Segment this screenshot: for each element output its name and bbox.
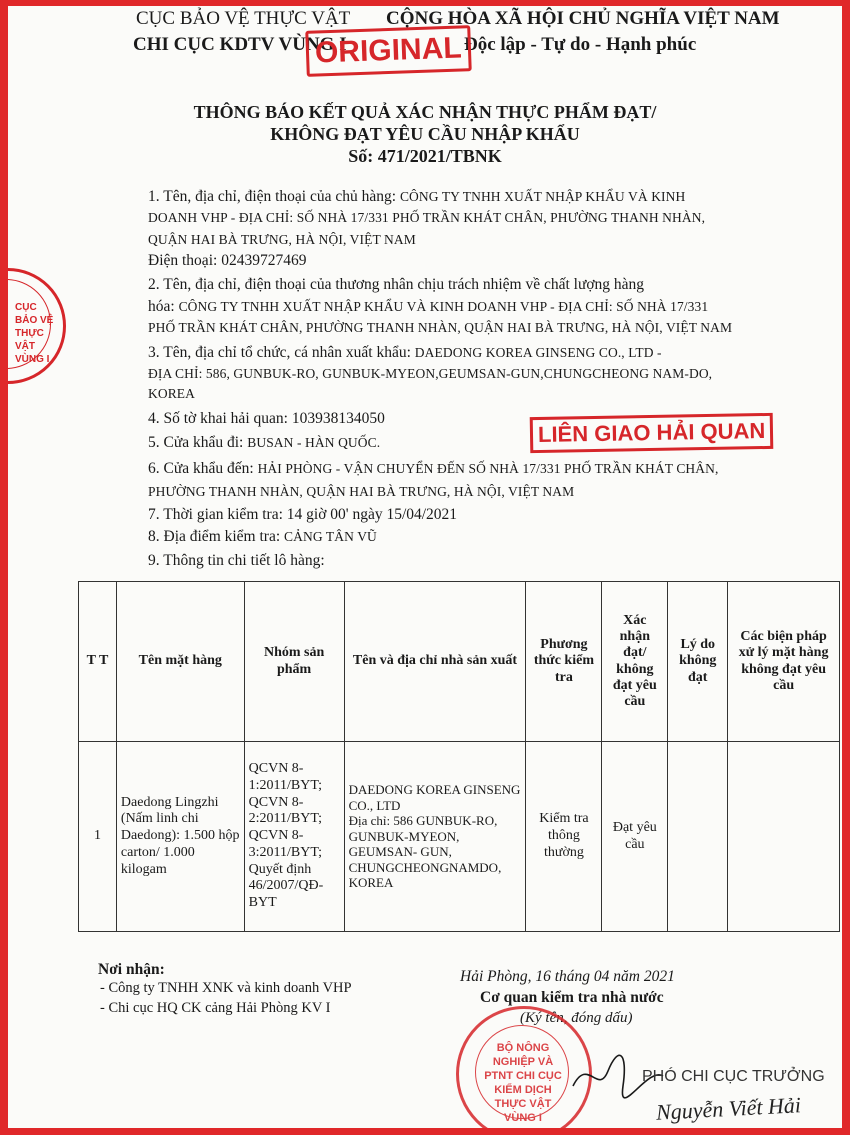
item3-line2: ĐỊA CHỈ: 586, GUNBUK-RO, GUNBUK-MYEON,GEUMSAN-GUN,CHUNGCHEONG NAM-DO, bbox=[148, 366, 713, 381]
left-seal-text: CỤC BẢO VỆ THỰC VẬT VÙNG I bbox=[15, 302, 54, 365]
motto: Độc lập - Tự do - Hạnh phúc bbox=[464, 34, 697, 55]
republic-title: CỘNG HÒA XÃ HỘI CHỦ NGHĨA VIỆT NAM bbox=[386, 8, 780, 29]
item1-line3: QUẬN HAI BÀ TRƯNG, HÀ NỘI, VIỆT NAM bbox=[148, 232, 416, 247]
cell-name: Daedong Lingzhi (Nấm linh chi Daedong): 1.500 hộp carton/ 1.000 kilogam bbox=[116, 742, 244, 932]
signer-position: PHÓ CHI CỤC TRƯỞNG bbox=[642, 1068, 825, 1085]
item2: 2. Tên, địa chỉ, điện thoại của thương nhân chịu trách nhiệm về chất lượng hàng bbox=[148, 276, 645, 293]
customs-stamp: LIÊN GIAO HẢI QUAN bbox=[530, 413, 774, 453]
recipients-title: Nơi nhận: bbox=[98, 961, 165, 978]
phone-value: 02439727469 bbox=[221, 252, 307, 269]
col-confirm: Xác nhận đạt/ không đạt yêu cầu bbox=[602, 582, 668, 742]
round-seal-text: BỘ NÔNG NGHIỆP VÀ PTNT CHI CỤC KIỂM DỊCH THỰC VẬT VÙNG I bbox=[484, 1042, 562, 1124]
item5: 5. Cửa khẩu đi: BUSAN - HÀN QUỐC. bbox=[148, 434, 381, 451]
cell-group: QCVN 8-1:2011/BYT; QCVN 8-2:2011/BYT; QCVN 8-3:2011/BYT; Quyết định 46/2007/QĐ-BYT bbox=[244, 742, 344, 932]
cell-reason bbox=[668, 742, 728, 932]
document-number: Số: 471/2021/TBNK bbox=[348, 146, 502, 166]
cell-measures bbox=[728, 742, 840, 932]
original-stamp: ORIGINAL bbox=[305, 25, 471, 77]
item6-line2: PHƯỜNG THANH NHÀN, QUẬN HAI BÀ TRƯNG, HÀ NỘI, VIỆT NAM bbox=[148, 484, 575, 499]
maker-address: Địa chỉ: 586 GUNBUK-RO, GUNBUK-MYEON, GEUMSAN- GUN, CHUNGCHEONGNAMDO, KOREA bbox=[348, 813, 502, 891]
cell-maker bbox=[344, 742, 526, 932]
sign-note: (Ký tên, đóng dấu) bbox=[520, 1010, 633, 1026]
left-seal bbox=[8, 268, 66, 384]
title-line1: THÔNG BÁO KẾT QUẢ XÁC NHẬN THỰC PHẨM ĐẠT/ bbox=[193, 102, 657, 122]
item2-line2: hóa: CÔNG TY TNHH XUẤT NHẬP KHẨU VÀ KINH DOANH VHP - ĐỊA CHỈ: SỐ NHÀ 17/331 bbox=[148, 298, 709, 315]
title-line2: KHÔNG ĐẠT YÊU CẦU NHẬP KHẨU bbox=[270, 124, 580, 144]
col-measures: Các biện pháp xử lý mặt hàng không đạt yêu cầu bbox=[728, 582, 840, 742]
cell-method: Kiểm tra thông thường bbox=[526, 742, 602, 932]
item3: 3. Tên, địa chỉ tổ chức, cá nhân xuất khẩu: DAEDONG KOREA GINSENG CO., LTD - bbox=[148, 344, 662, 361]
cell-confirm: Đạt yêu cầu bbox=[602, 742, 668, 932]
maker-name: DAEDONG KOREA GINSENG CO., LTD bbox=[348, 781, 521, 813]
agency-line1: CỤC BẢO VỆ THỰC VẬT bbox=[136, 8, 351, 29]
item6: 6. Cửa khẩu đến: HẢI PHÒNG - VẬN CHUYỂN ĐẾN SỐ NHÀ 17/331 PHỐ TRẦN KHÁT CHÂN, bbox=[148, 460, 719, 477]
col-name: Tên mặt hàng bbox=[116, 582, 244, 742]
recipient-1: - Công ty TNHH XNK và kinh doanh VHP bbox=[100, 980, 352, 996]
col-tt: T T bbox=[79, 582, 117, 742]
item7: 7. Thời gian kiểm tra: 14 giờ 00' ngày 15/04/2021 bbox=[148, 506, 458, 523]
item9: 9. Thông tin chi tiết lô hàng: bbox=[148, 552, 325, 569]
item4: 4. Số tờ khai hải quan: 103938134050 bbox=[148, 410, 385, 427]
col-maker: Tên và địa chỉ nhà sản xuất bbox=[344, 582, 526, 742]
signer-name: Nguyễn Viết Hải bbox=[655, 1092, 802, 1125]
item3-line3: KOREA bbox=[148, 386, 195, 401]
item1: 1. Tên, địa chỉ, điện thoại của chủ hàng: CÔNG TY TNHH XUẤT NHẬP KHẨU VÀ KINH bbox=[148, 188, 686, 205]
goods-table bbox=[78, 581, 840, 932]
agency-line2: CHI CỤC KDTV VÙNG I bbox=[133, 34, 347, 55]
recipient-2: - Chi cục HQ CK cảng Hải Phòng KV I bbox=[100, 1000, 331, 1016]
cell-tt: 1 bbox=[79, 742, 117, 932]
phone: Điện thoại: 02439727469 bbox=[148, 252, 307, 269]
authority: Cơ quan kiểm tra nhà nước bbox=[480, 989, 664, 1006]
table-header-row bbox=[79, 582, 840, 742]
document-page bbox=[8, 6, 842, 1128]
item2-line3: PHỐ TRẦN KHÁT CHÂN, PHƯỜNG THANH NHÀN, QUẬN HAI BÀ TRƯNG, HÀ NỘI, VIỆT NAM bbox=[148, 320, 733, 335]
table-row bbox=[79, 742, 840, 932]
item8: 8. Địa điểm kiểm tra: CẢNG TÂN VŨ bbox=[148, 528, 377, 545]
place-date: Hải Phòng, 16 tháng 04 năm 2021 bbox=[460, 968, 675, 985]
col-group: Nhóm sản phẩm bbox=[244, 582, 344, 742]
customs-declaration-number: 103938134050 bbox=[291, 410, 385, 427]
item1-line2: DOANH VHP - ĐỊA CHỈ: SỐ NHÀ 17/331 PHỐ TRẦN KHÁT CHÂN, PHƯỜNG THANH NHÀN, bbox=[148, 210, 706, 225]
col-reason: Lý do không đạt bbox=[668, 582, 728, 742]
col-method: Phương thức kiểm tra bbox=[526, 582, 602, 742]
